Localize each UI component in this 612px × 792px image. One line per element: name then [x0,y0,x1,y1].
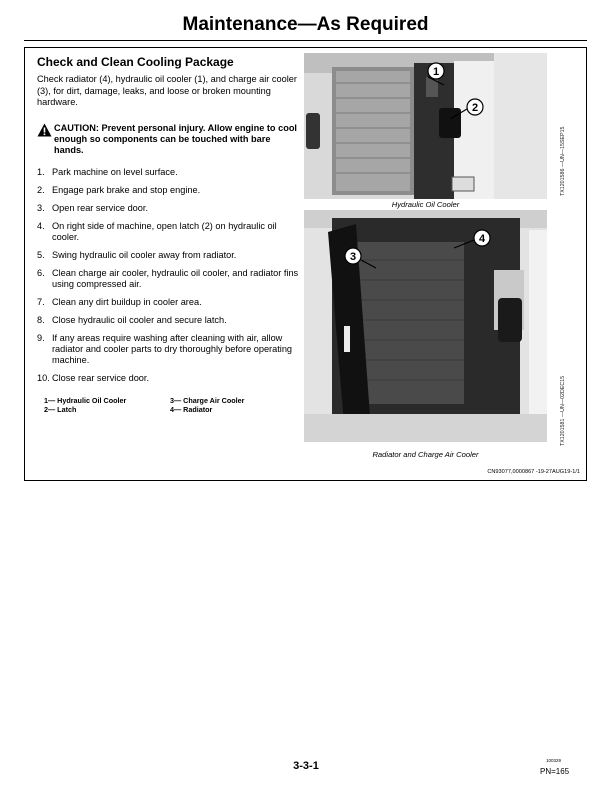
svg-text:1: 1 [432,66,440,78]
procedure-box [24,47,587,481]
pn-number: PN=165 [540,767,570,776]
legend-item: 4— Radiator [170,405,213,414]
caution-text: CAUTION: Prevent personal injury. Allow engine to cool enough so components can be touched with bare hands. [54,123,297,155]
list-item: 8. Close hydraulic oil cooler and secure latch. [37,315,227,325]
footer-code: 100329 [546,758,562,763]
legend-item: 2— Latch [44,405,77,414]
callout-legend [44,396,294,414]
hydraulic-oil-cooler-photo [304,53,547,199]
title-divider [24,40,587,41]
step-list [37,167,305,391]
svg-text:2: 2 [471,102,479,114]
page-title: Maintenance—As Required [182,14,429,35]
svg-text:3: 3 [349,251,357,263]
list-item: 3. Open rear service door. [37,203,149,213]
caution-block [37,123,299,156]
intro-paragraph: Check radiator (4), hydraulic oil cooler (1), and charge air cooler (3), for dirt, damage, leaks, and loose or broken mounting hardware. [37,74,297,107]
section-title: Check and Clean Cooling Package [37,55,234,69]
figure-code: TX1201581 —UN—02DEC15 [560,375,566,446]
list-item: 4. On right side of machine, open latch (2) on hydraulic oil cooler. [37,221,277,242]
legend-item: 3— Charge Air Cooler [170,396,245,405]
list-item: 9. If any areas require washing after cleaning with air, allow radiator and cooler parts to dry thoroughly before operating machine. [37,333,293,365]
figure-code: TX1201586 —UN—15SEP15 [560,126,566,196]
page-number: 3-3-1 [293,760,319,772]
list-item: 6. Clean charge air cooler, hydraulic oil cooler, and radiator fins using compressed air. [37,268,299,289]
figure-caption: Hydraulic Oil Cooler [391,200,460,209]
list-item: 1. Park machine on level surface. [37,167,178,177]
figure-caption: Radiator and Charge Air Cooler [372,450,479,459]
warning-triangle-icon [37,123,52,137]
svg-text:4: 4 [478,233,486,245]
list-item: 10. Close rear service door. [37,373,150,383]
radiator-charge-air-cooler-photo [304,210,547,442]
legend-item: 1— Hydraulic Oil Cooler [44,396,127,405]
list-item: 5. Swing hydraulic oil cooler away from radiator. [37,250,237,260]
reference-code: CN93077,0000867 -19-27AUG19-1/1 [487,469,580,475]
list-item: 2. Engage park brake and stop engine. [37,185,201,195]
list-item: 7. Clean any dirt buildup in cooler area. [37,297,202,307]
